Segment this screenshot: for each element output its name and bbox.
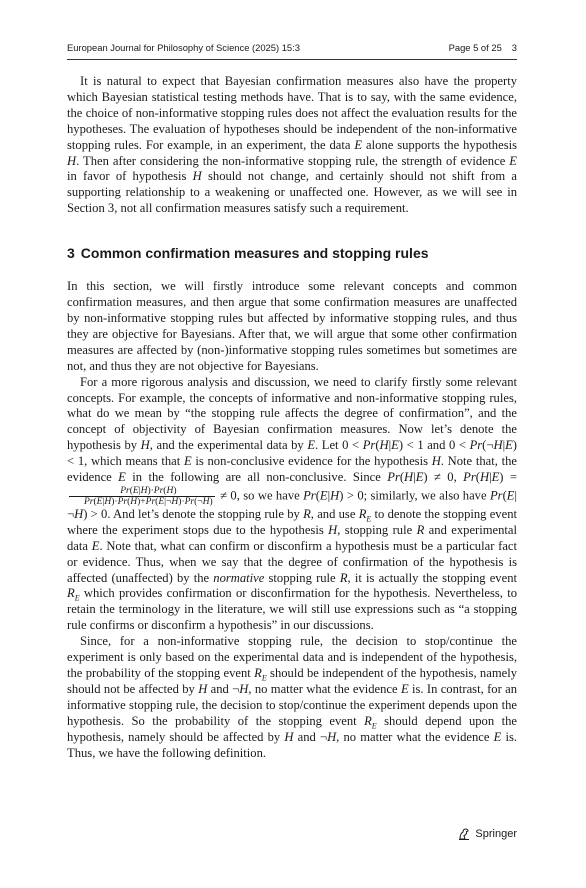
header-rule	[67, 59, 517, 60]
section-heading	[67, 244, 517, 262]
paragraph-3: For a more rigorous analysis and discussion, we need to clarify firstly some relevant concepts. For example, the concepts of informative and non-informative stopping rules, what do we mean by “the stopping rule affects the degree of confirmation”, and the concept of objectivity of Bayesian confirmation measures. Now let’s denote the hypothesis by H, and the experimental data by E. Let 0 < Pr(H|E) < 1 and 0 < Pr(¬H|E) < 1, which means that E is non-conclusive evidence for the hypothesis H. Note that, the evidence E in the following are all non-conclusive. Since Pr(H|E) ≠ 0, Pr(H|E) = $\frac{Pr(E|H)\cdot Pr(H)}{Pr(E|H)\cdot Pr(H)+Pr(E|\neg H)\cdot Pr(\neg H)}$ ≠ 0, so we have Pr(E|H) > 0; similarly, we also have Pr(E|¬H) > 0. And let’s denote the stopping rule by R, and use $R_E$ to denote the stopping event where the experiment stops due to the hypothesis H, stopping rule R and experimental data E. Note that, what can confirm or disconfirm a hypothesis must be a particular fact or evidence. Thus, when we say that the degree of confirmation of the hypothesis is affected (unaffected) by the normative stopping rule R, it is actually the stopping event $R_E$ which provides confirmation or disconfirmation for the hypothesis. Nevertheless, to retain the terminology in the literature, we will still use expressions such as “a stopping rule confirms or disconfirm a hypothesis” in our discussions.	[67, 374, 518, 633]
section-title: Common confirmation measures and stopping rules	[80, 245, 429, 262]
bayes-fraction: $\frac{Pr(E|H)\cdot Pr(H)}{Pr(E|H)\cdot Pr(H)+Pr(E|\neg H)\cdot Pr(\neg H)}$	[69, 486, 215, 507]
section-number: 3	[67, 245, 75, 262]
springer-horse-icon	[457, 827, 471, 841]
page-label: Page 5 of 25	[448, 42, 502, 53]
running-header	[67, 42, 517, 56]
journal-citation: European Journal for Philosophy of Science (2025) 15:3	[67, 42, 300, 53]
paragraph-1: It is natural to expect that Bayesian confirmation measures also have the property which Bayesian statistical testing methods have. That is to say, with the same evidence, the choice of non-informative stopping rules does not affect the evaluation results for the hypotheses. The evaluation of hypotheses should be independent of the non-informative stopping rules. For example, in an experiment, the data E alone supports the hypothesis H. Then after considering the non-informative stopping rule, the strength of evidence E in favor of hypothesis H should not change, and certainly should not shift from a supporting relationship to a weakening or unaffected one. However, as we will see in Section 3, not all confirmation measures satisfy such a requirement.	[67, 74, 517, 216]
paragraph-2: In this section, we will firstly introduce some relevant concepts and common confirmation measures, and then argue that some confirmation measures are unaffected by non-informative stopping rules but affected by informative stopping rules, and thus they are objective for Bayesians. After that, we will argue that some other confirmation measures are affected by (non-)informative stopping rules sometimes but sometimes are not, and thus they are not objective for Bayesians.	[67, 279, 517, 373]
page-number: 3	[511, 42, 517, 53]
page-info	[449, 42, 517, 53]
publisher-footer	[457, 827, 517, 841]
paragraph-4: Since, for a non-informative stopping rule, the decision to stop/continue the experiment is only based on the experimental data and is independent of the hypothesis, the probability of the stopping event $R_E$ should be independent of the hypothesis, namely should not be affected by H and ¬H, no matter what the evidence E is. In contrast, for an informative stopping rule, the decision to stop/continue the experiment depends upon the hypothesis. So the probability of the stopping event $R_E$ should depend upon the hypothesis, namely should be affected by H and ¬H, no matter what the evidence E is. Thus, we have the following definition.	[67, 634, 517, 760]
publisher-name: Springer	[475, 828, 517, 840]
article-body	[67, 74, 517, 761]
